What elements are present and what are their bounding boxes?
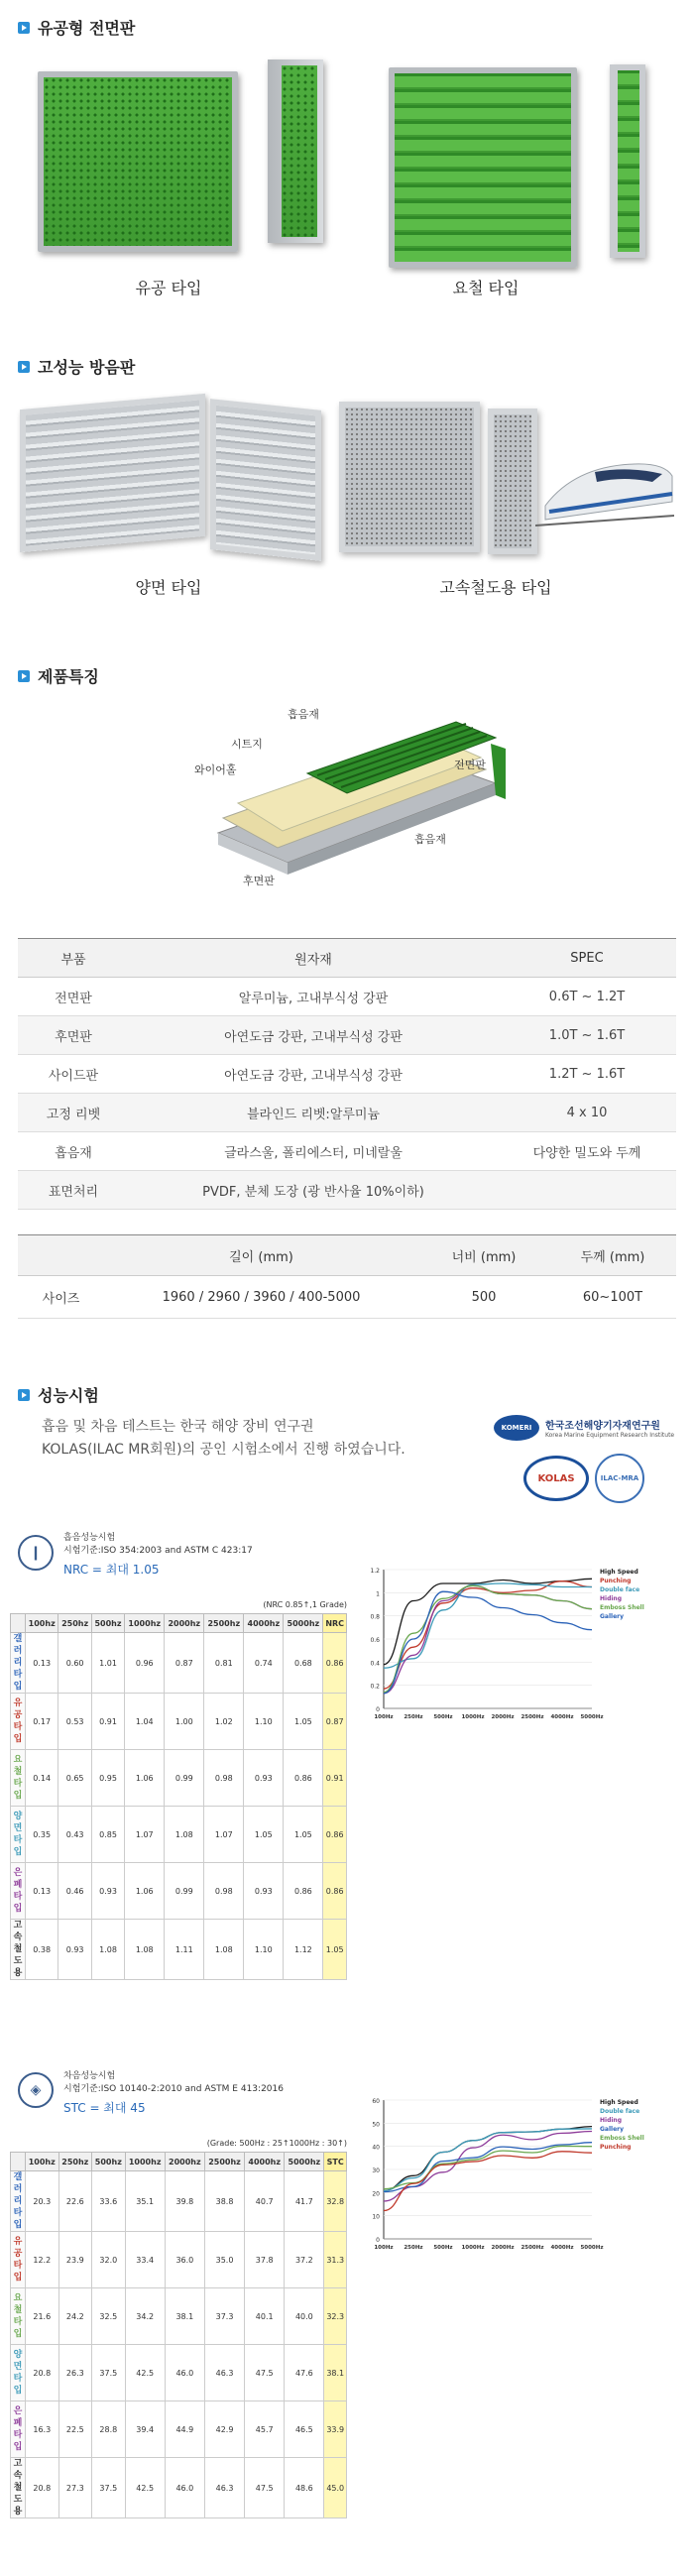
- table-cell: 46.3: [204, 2458, 244, 2518]
- perf-intro-text: 흡음 및 차음 테스트는 한국 해양 장비 연구권 KOLAS(ILAC MR회원)의 공인 시험소에서 진행 하였습니다.: [42, 1419, 405, 1458]
- table-cell: 1.02: [204, 1694, 244, 1750]
- table-cell: 0.14: [26, 1750, 58, 1807]
- label-front-panel: 전면판: [454, 759, 486, 771]
- embossed-side-image: [610, 64, 645, 258]
- legend-label: Gallery: [600, 1613, 625, 1620]
- x-tick-label: 1000Hz: [461, 1714, 485, 1720]
- y-tick-label: 0: [376, 1706, 380, 1713]
- table-cell: 42.9: [204, 2401, 244, 2458]
- table-cell: 0.53: [58, 1694, 91, 1750]
- table-cell: 1.05: [284, 1694, 323, 1750]
- table-cell: 4 x 10: [498, 1094, 676, 1132]
- table-cell: 45.7: [245, 2401, 285, 2458]
- table-cell: 0.91: [323, 1750, 347, 1807]
- table-cell: 0.38: [26, 1920, 58, 1980]
- table-cell: 1.08: [165, 1807, 204, 1863]
- table-cell: 0.96: [125, 1633, 165, 1694]
- table-cell: 0.86: [323, 1863, 347, 1920]
- insulation-table: [10, 2152, 347, 2518]
- table-cell: 1.06: [125, 1750, 165, 1807]
- series-line: [384, 1591, 592, 1694]
- table-cell: 38.1: [165, 2288, 204, 2345]
- table-cell: 31.3: [324, 2232, 347, 2288]
- table-cell: 0.46: [58, 1863, 91, 1920]
- section-title-features: 제품특징: [18, 664, 99, 687]
- label-wire-hole: 와이어홀: [194, 763, 237, 776]
- legend-label: Double face: [600, 2108, 640, 2115]
- type-label: 양 면 타 입: [11, 1807, 26, 1863]
- table-cell: 1.06: [125, 1863, 165, 1920]
- x-tick-label: 250Hz: [404, 2245, 423, 2251]
- label-absorb-top: 흡음재: [288, 708, 319, 721]
- table-cell: 0.91: [91, 1694, 124, 1750]
- table-cell: 1.05: [244, 1807, 284, 1863]
- table-header-cell: 500hz: [91, 1614, 124, 1633]
- y-tick-label: 1.2: [370, 1568, 380, 1575]
- table-cell: 33.4: [125, 2232, 165, 2288]
- table-cell: 0.85: [91, 1807, 124, 1863]
- size-header-width: 너비 (mm): [418, 1235, 549, 1276]
- table-cell: 48.6: [285, 2458, 324, 2518]
- ilac-mra-badge-icon: ILAC-MRA: [595, 1454, 644, 1503]
- absorption-table: [10, 1613, 347, 1980]
- table-cell: 1.08: [91, 1920, 124, 1980]
- x-tick-label: 2000Hz: [491, 2245, 515, 2251]
- absorption-grade: (NRC 0.85↑,1 Grade): [263, 1600, 347, 1609]
- table-cell: 0.99: [165, 1750, 204, 1807]
- caption-rail: 고속철도용 타입: [439, 578, 552, 597]
- table-cell: 아연도금 강판, 고내부식성 강판: [129, 1055, 498, 1094]
- train-image: [535, 436, 674, 531]
- perforated-panel-image: [38, 71, 238, 252]
- table-header-cell: 250hz: [58, 1614, 91, 1633]
- legend-label: Double face: [600, 1586, 640, 1593]
- table-cell: 0.35: [26, 1807, 58, 1863]
- x-tick-label: 250Hz: [404, 1714, 423, 1720]
- type-label: 은 폐 타 입: [11, 2401, 26, 2458]
- series-line: [384, 2143, 592, 2192]
- table-cell: 1.08: [204, 1920, 244, 1980]
- table-cell: 45.0: [324, 2458, 347, 2518]
- table-cell: 39.4: [125, 2401, 165, 2458]
- table-cell: 46.3: [204, 2345, 244, 2401]
- table-cell: 23.9: [58, 2232, 92, 2288]
- section-title-high-performance: 고성능 방음판: [18, 355, 135, 378]
- table-header-cell: 1000hz: [125, 1614, 165, 1633]
- table-cell: 0.65: [58, 1750, 91, 1807]
- y-tick-label: 60: [372, 2098, 380, 2105]
- label-rear-panel: 후면판: [243, 875, 275, 887]
- rail-side-image: [488, 409, 537, 554]
- table-cell: 38.8: [204, 2171, 244, 2232]
- table-cell: 47.5: [245, 2345, 285, 2401]
- table-header-cell: 2500hz: [204, 1614, 244, 1633]
- type-label: 유 공 타 입: [11, 1694, 26, 1750]
- table-cell: 0.68: [284, 1633, 323, 1694]
- table-row: [11, 2401, 347, 2458]
- legend-label: Punching: [600, 2144, 632, 2151]
- spec-header-spec: SPEC: [498, 939, 676, 978]
- table-cell: 0.43: [58, 1807, 91, 1863]
- table-row: [11, 1863, 347, 1920]
- x-tick-label: 100Hz: [374, 2245, 394, 2251]
- table-header-cell: 1000hz: [125, 2153, 165, 2171]
- table-cell: 46.5: [285, 2401, 324, 2458]
- komeri-logo: KOMERI 한국조선해양기자재연구원 Korea Marine Equipment Research Institute: [494, 1408, 676, 1448]
- type-label: 갤 러 리 타 입: [11, 1633, 26, 1694]
- x-tick-label: 2000Hz: [491, 1714, 515, 1720]
- table-cell: 1.0T ~ 1.6T: [498, 1016, 676, 1055]
- legend-label: Hiding: [600, 2117, 622, 2124]
- table-cell: 0.93: [58, 1920, 91, 1980]
- kolas-badge-icon: KOLAS: [523, 1456, 589, 1501]
- table-row: [18, 1094, 676, 1132]
- table-header-cell: [11, 1614, 26, 1633]
- series-line: [384, 2132, 592, 2201]
- table-cell: 1.08: [125, 1920, 165, 1980]
- legend-label: Emboss Shell: [600, 1604, 644, 1611]
- section-title-performance: 성능시험: [18, 1383, 99, 1406]
- table-cell: 0.98: [204, 1863, 244, 1920]
- y-tick-label: 40: [372, 2144, 380, 2152]
- table-header-cell: NRC: [323, 1614, 347, 1633]
- table-cell: PVDF, 분체 도장 (광 반사율 10%이하): [129, 1171, 498, 1210]
- type-label: 고 속 철 도 용: [11, 1920, 26, 1980]
- table-cell: 37.2: [285, 2232, 324, 2288]
- table-cell: 1.01: [91, 1633, 124, 1694]
- table-cell: 37.5: [92, 2458, 126, 2518]
- table-cell: 0.87: [323, 1694, 347, 1750]
- table-row: [11, 2288, 347, 2345]
- table-cell: [498, 1171, 676, 1210]
- size-header-blank: [18, 1235, 104, 1276]
- y-tick-label: 0: [376, 2237, 380, 2244]
- table-cell: 1.05: [284, 1807, 323, 1863]
- table-cell: 1.12: [284, 1920, 323, 1980]
- legend-label: High Speed: [600, 2099, 638, 2106]
- table-cell: 0.95: [91, 1750, 124, 1807]
- absorption-chart-svg: [362, 1562, 679, 1738]
- product-structure-diagram: [178, 704, 516, 902]
- x-tick-label: 500Hz: [433, 1714, 453, 1720]
- y-tick-label: 1: [376, 1590, 380, 1598]
- table-row: [18, 1171, 676, 1210]
- table-cell: 12.2: [26, 2232, 59, 2288]
- table-cell: 32.0: [92, 2232, 126, 2288]
- table-header-cell: 4000hz: [245, 2153, 285, 2171]
- table-header-cell: 4000hz: [244, 1614, 284, 1633]
- table-cell: 26.3: [58, 2345, 92, 2401]
- rail-panel-image: [339, 402, 480, 552]
- table-cell: 후면판: [18, 1016, 129, 1055]
- table-cell: 0.86: [323, 1807, 347, 1863]
- table-row: [18, 978, 676, 1016]
- table-cell: 0.98: [204, 1750, 244, 1807]
- table-cell: 알루미늄, 고내부식성 강판: [129, 978, 498, 1016]
- table-cell: 32.3: [324, 2288, 347, 2345]
- table-row: [11, 2458, 347, 2518]
- table-cell: 16.3: [26, 2401, 59, 2458]
- y-tick-label: 50: [372, 2121, 380, 2129]
- komeri-badge-icon: KOMERI: [494, 1415, 539, 1441]
- table-cell: 39.8: [165, 2171, 204, 2232]
- table-cell: 0.86: [284, 1750, 323, 1807]
- table-cell: 1.10: [244, 1920, 284, 1980]
- caption-embossed: 요철 타입: [452, 279, 520, 297]
- table-cell: 33.9: [324, 2401, 347, 2458]
- table-cell: 22.5: [58, 2401, 92, 2458]
- table-cell: 0.99: [165, 1863, 204, 1920]
- table-cell: 0.60: [58, 1633, 91, 1694]
- table-cell: 37.3: [204, 2288, 244, 2345]
- table-cell: 1.05: [323, 1920, 347, 1980]
- table-cell: 0.87: [165, 1633, 204, 1694]
- x-tick-label: 500Hz: [433, 2245, 453, 2251]
- table-cell: 47.6: [285, 2345, 324, 2401]
- section-bullet-icon: [18, 22, 30, 34]
- table-cell: 0.17: [26, 1694, 58, 1750]
- table-cell: 1.00: [165, 1694, 204, 1750]
- table-cell: 46.0: [165, 2345, 204, 2401]
- table-row: [11, 2171, 347, 2232]
- type-label: 갤 러 리 타 입: [11, 2171, 26, 2232]
- size-table: [18, 1234, 676, 1319]
- table-cell: 40.1: [245, 2288, 285, 2345]
- type-label: 요 철 타 입: [11, 2288, 26, 2345]
- series-line: [384, 1581, 592, 1690]
- x-tick-label: 2500Hz: [520, 1714, 544, 1720]
- y-tick-label: 0.8: [370, 1613, 380, 1621]
- table-header-cell: 2000hz: [165, 2153, 204, 2171]
- table-cell: 1.07: [204, 1807, 244, 1863]
- table-cell: 44.9: [165, 2401, 204, 2458]
- table-cell: 0.81: [204, 1633, 244, 1694]
- y-tick-label: 0.2: [370, 1683, 380, 1691]
- table-cell: 20.3: [26, 2171, 59, 2232]
- table-cell: 33.6: [92, 2171, 126, 2232]
- table-cell: 글라스울, 폴리에스터, 미네랄울: [129, 1132, 498, 1171]
- table-cell: 0.93: [244, 1750, 284, 1807]
- x-tick-label: 1000Hz: [461, 2245, 485, 2251]
- table-cell: 사이즈: [18, 1276, 104, 1319]
- table-cell: 1.10: [244, 1694, 284, 1750]
- table-cell: 0.13: [26, 1633, 58, 1694]
- table-row: [18, 1276, 676, 1319]
- x-tick-label: 5000Hz: [580, 1714, 604, 1720]
- y-tick-label: 0.6: [370, 1637, 380, 1644]
- table-cell: 20.8: [26, 2458, 59, 2518]
- caption-perforated: 유공 타입: [135, 279, 202, 297]
- table-header-cell: 500hz: [92, 2153, 126, 2171]
- x-tick-label: 100Hz: [374, 1714, 394, 1720]
- insulation-heading: 차음성능시험 시험기준:ISO 10140-2:2010 and ASTM E 413:2016 STC = 최대 45: [63, 2071, 284, 2115]
- table-cell: 38.1: [324, 2345, 347, 2401]
- embossed-panel-image: [389, 67, 577, 268]
- table-cell: 47.5: [245, 2458, 285, 2518]
- table-cell: 32.5: [92, 2288, 126, 2345]
- table-cell: 21.6: [26, 2288, 59, 2345]
- table-cell: 1.2T ~ 1.6T: [498, 1055, 676, 1094]
- series-line: [384, 2152, 592, 2211]
- table-cell: 블라인드 리벳:알루미늄: [129, 1094, 498, 1132]
- table-cell: 0.93: [91, 1863, 124, 1920]
- type-label: 요 철 타 입: [11, 1750, 26, 1807]
- table-cell: 27.3: [58, 2458, 92, 2518]
- x-tick-label: 2500Hz: [520, 2245, 544, 2251]
- type-label: 양 면 타 입: [11, 2345, 26, 2401]
- type-label: 고 속 철 도 용: [11, 2458, 26, 2518]
- legend-label: High Speed: [600, 1569, 638, 1576]
- table-row: [11, 1750, 347, 1807]
- table-header-cell: STC: [324, 2153, 347, 2171]
- x-tick-label: 5000Hz: [580, 2245, 604, 2251]
- table-cell: 0.74: [244, 1633, 284, 1694]
- spec-header-material: 원자재: [129, 939, 498, 978]
- table-cell: 28.8: [92, 2401, 126, 2458]
- double-face-side-image: [210, 399, 321, 561]
- section-bullet-icon: [18, 361, 30, 373]
- table-cell: 40.7: [245, 2171, 285, 2232]
- table-header-cell: 100hz: [26, 1614, 58, 1633]
- section-bullet-icon: [18, 1389, 30, 1401]
- table-cell: 표면처리: [18, 1171, 129, 1210]
- insulation-icon: ◈: [18, 2072, 54, 2108]
- table-cell: 40.0: [285, 2288, 324, 2345]
- insulation-grade: (Grade: 500Hz : 25↑1000Hz : 30↑): [206, 2139, 347, 2148]
- type-label: 은 폐 타 입: [11, 1863, 26, 1920]
- table-row: [18, 1016, 676, 1055]
- legend-label: Hiding: [600, 1595, 622, 1602]
- table-header-cell: 5000hz: [285, 2153, 324, 2171]
- table-cell: 35.0: [204, 2232, 244, 2288]
- table-cell: 41.7: [285, 2171, 324, 2232]
- y-tick-label: 20: [372, 2190, 380, 2198]
- legend-label: Emboss Shell: [600, 2135, 644, 2142]
- table-row: [11, 1633, 347, 1694]
- size-header-length: 길이 (mm): [104, 1235, 418, 1276]
- table-cell: 42.5: [125, 2345, 165, 2401]
- x-tick-label: 4000Hz: [550, 2245, 574, 2251]
- insulation-chart: [362, 2092, 679, 2269]
- table-header-cell: 2000hz: [165, 1614, 204, 1633]
- series-line: [384, 1579, 592, 1664]
- table-cell: 60~100T: [549, 1276, 676, 1319]
- table-cell: 흡음재: [18, 1132, 129, 1171]
- table-cell: 37.8: [245, 2232, 285, 2288]
- table-header-cell: 2500hz: [204, 2153, 244, 2171]
- series-line: [384, 2129, 592, 2191]
- table-cell: 34.2: [125, 2288, 165, 2345]
- double-face-panel-image: [20, 394, 205, 552]
- section-title-perforated: 유공형 전면판: [18, 16, 135, 39]
- table-cell: 22.6: [58, 2171, 92, 2232]
- table-row: [18, 1055, 676, 1094]
- table-row: [11, 1807, 347, 1863]
- table-row: [11, 2345, 347, 2401]
- table-cell: 37.5: [92, 2345, 126, 2401]
- table-cell: 24.2: [58, 2288, 92, 2345]
- y-tick-label: 30: [372, 2167, 380, 2174]
- table-cell: 1.04: [125, 1694, 165, 1750]
- spec-table: [18, 938, 676, 1210]
- table-cell: 1.11: [165, 1920, 204, 1980]
- table-header-cell: 5000hz: [284, 1614, 323, 1633]
- spec-header-part: 부품: [18, 939, 129, 978]
- y-tick-label: 0.4: [370, 1660, 380, 1668]
- caption-double: 양면 타입: [135, 578, 202, 597]
- table-header-cell: 100hz: [26, 2153, 59, 2171]
- table-cell: 35.1: [125, 2171, 165, 2232]
- table-row: [11, 1694, 347, 1750]
- legend-label: Gallery: [600, 2126, 625, 2133]
- section-bullet-icon: [18, 670, 30, 682]
- table-row: [18, 1132, 676, 1171]
- table-cell: 0.6T ~ 1.2T: [498, 978, 676, 1016]
- x-tick-label: 4000Hz: [550, 1714, 574, 1720]
- legend-label: Punching: [600, 1578, 632, 1584]
- type-label: 유 공 타 입: [11, 2232, 26, 2288]
- table-cell: 20.8: [26, 2345, 59, 2401]
- absorption-heading: 흡음성능시험 시험기준:ISO 354:2003 and ASTM C 423:17 NRC = 최대 1.05: [63, 1533, 253, 1577]
- label-side-sheet: 시트지: [231, 738, 263, 751]
- insulation-chart-svg: [362, 2092, 679, 2269]
- table-cell: 36.0: [165, 2232, 204, 2288]
- table-cell: 1.07: [125, 1807, 165, 1863]
- table-row: [11, 2232, 347, 2288]
- perforated-side-image: [268, 59, 323, 243]
- table-cell: 전면판: [18, 978, 129, 1016]
- table-cell: 42.5: [125, 2458, 165, 2518]
- table-cell: 사이드판: [18, 1055, 129, 1094]
- table-cell: 500: [418, 1276, 549, 1319]
- table-cell: 46.0: [165, 2458, 204, 2518]
- absorption-chart: [362, 1562, 679, 1738]
- size-header-thickness: 두께 (mm): [549, 1235, 676, 1276]
- table-cell: 0.13: [26, 1863, 58, 1920]
- table-cell: 0.86: [284, 1863, 323, 1920]
- absorption-icon: ❙: [18, 1535, 54, 1571]
- table-cell: 1960 / 2960 / 3960 / 400-5000: [104, 1276, 418, 1319]
- table-header-cell: 250hz: [58, 2153, 92, 2171]
- table-cell: 다양한 밀도와 두께: [498, 1132, 676, 1171]
- y-tick-label: 10: [372, 2213, 380, 2221]
- table-cell: 0.86: [323, 1633, 347, 1694]
- table-cell: 아연도금 강판, 고내부식성 강판: [129, 1016, 498, 1055]
- table-header-cell: [11, 2153, 26, 2171]
- table-cell: 고정 리벳: [18, 1094, 129, 1132]
- table-cell: 0.93: [244, 1863, 284, 1920]
- table-cell: 32.8: [324, 2171, 347, 2232]
- label-absorb-bottom: 흡음재: [414, 833, 446, 846]
- table-row: [11, 1920, 347, 1980]
